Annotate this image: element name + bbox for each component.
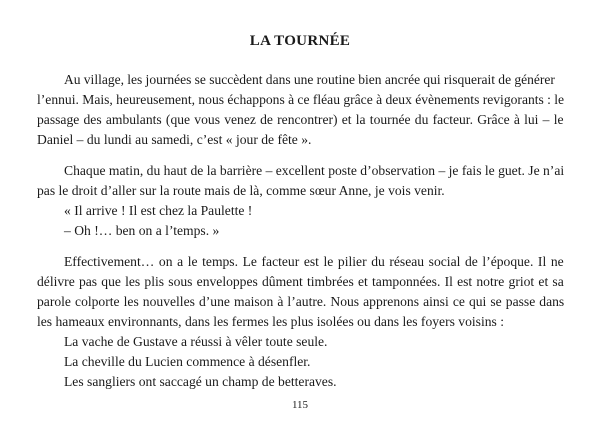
news-item-1: La vache de Gustave a réussi à vêler toute seule. (64, 334, 328, 349)
paragraph-2-line-1: Chaque matin, du haut de la barrière – excellent poste d’observation – je fais le guet. Je n’ai (64, 163, 565, 178)
paragraph-1-line-1: Au village, les journées se succèdent dans une routine bien ancrée qui risquerait de générer (64, 72, 555, 87)
paragraph-1-line-3: passage des ambulants (que vous venez de rencontrer) et la tournée du facteur. Grâce à lui – le (37, 112, 564, 127)
paragraph-1-line-2: l’ennui. Mais, heureusement, nous échappons à ce fléau grâce à deux évènements revigorants : le (37, 92, 565, 107)
page-number: 115 (291, 399, 309, 411)
paragraph-2-line-2: pas le droit d’aller sur la route mais de là, comme sœur Anne, je vois venir. (37, 183, 445, 198)
dialogue-line-1: « Il arrive ! Il est chez la Paulette ! (64, 203, 253, 218)
chapter-title: LA TOURNÉE (249, 33, 351, 49)
paragraph-3-line-3: parole colporte les nouvelles d’une maison à l’autre. Nous apprenons ainsi ce qui se passe dans (37, 294, 565, 309)
news-item-2: La cheville du Lucien commence à désenfler. (64, 354, 311, 369)
paragraph-3-line-2: délivre pas que les plis sous enveloppes dûment timbrées et tamponnées. Il est notre griot et sa (37, 274, 564, 289)
dialogue-line-2: – Oh !… ben on a l’temps. » (64, 223, 220, 238)
paragraph-1-line-4: Daniel – du lundi au samedi, c’est « jour de fête ». (37, 132, 312, 147)
paragraph-3-line-4: les hameaux environnants, dans les fermes les plus isolées ou dans les foyers voisins : (37, 314, 505, 329)
paragraph-3-line-1: Effectivement… on a le temps. Le facteur est le pilier du réseau social de l’époque. Il ne (64, 254, 564, 269)
news-item-3: Les sangliers ont saccagé un champ de betteraves. (64, 374, 337, 389)
